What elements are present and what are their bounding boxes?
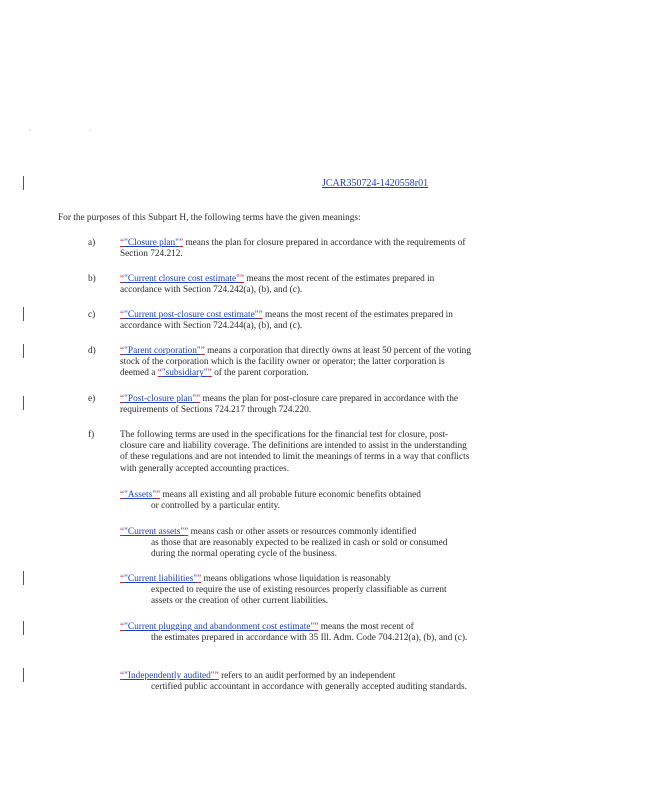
sub-definition-continuation: expected to require the use of existing resources properly classifiable as current assets or the creation of other current liabilities.	[151, 585, 447, 607]
open-quote: “	[120, 394, 125, 404]
definition-body: means obligations whose liquidation is reasonably	[201, 574, 391, 584]
defined-term: "Current closure cost estimate"	[124, 274, 240, 284]
document-id-link[interactable]: JCAR350724-1420558r01	[322, 178, 429, 189]
sub-definition-first-line	[120, 490, 470, 501]
item-label: b)	[88, 274, 96, 284]
open-quote: “	[120, 574, 125, 584]
sub-definition-continuation: or controlled by a particular entity.	[151, 501, 280, 512]
definition-body: means cash or other assets or resources commonly identified	[188, 527, 417, 537]
open-quote: “	[120, 346, 125, 356]
item-label: f)	[88, 430, 95, 440]
defined-term: "Parent corporation"	[124, 346, 201, 356]
change-bar	[23, 396, 24, 410]
open-quote: “	[120, 490, 125, 500]
definition-text: The following terms are used in the specifications for the financial test for closure, post-closure care and liability coverage. The definitions are intended to assist in the understanding of these regulations and are not intended to limit the meanings of terms in a way that conflicts with generally accepted accounting practices.	[120, 430, 470, 474]
margin-dots: · ·	[28, 126, 120, 135]
definition-text	[120, 346, 472, 380]
close-quote: ”	[156, 490, 161, 500]
defined-term: "Post-closure plan"	[124, 394, 197, 404]
sub-definition-first-line	[120, 671, 470, 682]
close-quote: ”	[184, 527, 189, 537]
sub-definition	[120, 490, 470, 512]
defined-term: "Independently audited"	[124, 671, 215, 681]
close-quote: ”	[197, 574, 202, 584]
sub-definition	[120, 527, 470, 561]
sub-definition-continuation: the estimates prepared in accordance with 35 Ill. Adm. Code 704.212(a), (b), and (c).	[151, 633, 468, 644]
defined-term: "Closure plan"	[124, 238, 179, 248]
close-quote: ”	[314, 622, 319, 632]
definition-body: means the most recent of the estimates prepared in accordance with Section 724.244(a), (b), and (c).	[120, 310, 453, 332]
sub-definition-first-line	[120, 527, 470, 538]
definition-text	[120, 394, 472, 416]
sub-definition	[120, 671, 470, 693]
definition-text	[120, 238, 472, 260]
change-bar	[23, 668, 24, 682]
change-bar	[23, 621, 24, 635]
open-quote: “	[120, 310, 125, 320]
open-quote: “	[120, 622, 125, 632]
defined-term: "subsidiary"	[161, 368, 208, 379]
open-quote: “	[120, 238, 125, 248]
definition-text	[120, 274, 472, 296]
intro-paragraph: For the purposes of this Subpart H, the following terms have the given meanings:	[58, 213, 361, 223]
defined-term: "Current liabilities"	[124, 574, 198, 584]
sub-definition-first-line	[120, 622, 470, 633]
sub-definition-continuation: certified public accountant in accordance with generally accepted auditing standards.	[151, 682, 467, 693]
definition-body: means the most recent of	[318, 622, 414, 632]
change-bar	[23, 307, 24, 321]
close-quote: ”	[200, 346, 205, 356]
close-quote: ”	[207, 368, 212, 379]
close-quote: ”	[258, 310, 263, 320]
definition-body: of the parent corporation.	[211, 368, 309, 379]
change-bar	[23, 344, 24, 358]
change-bar	[23, 176, 24, 190]
open-quote: “	[120, 274, 125, 284]
definition-body: means a corporation that directly owns at least 50 percent of the voting stock of the corporation which is the facility owner or operator; the latter corporation is deemed a	[120, 346, 471, 379]
close-quote: ”	[178, 238, 184, 248]
item-label: a)	[88, 238, 96, 248]
sub-definition-continuation: as those that are reasonably expected to be realized in cash or sold or consumed during the normal operating cycle of the business.	[151, 538, 448, 560]
definition-body: means the plan for closure prepared in accordance with the requirements of Section 724.212.	[120, 238, 466, 260]
sub-definition	[120, 574, 470, 608]
open-quote: “	[120, 527, 125, 537]
defined-term: "Current plugging and abandonment cost estimate"	[124, 622, 315, 632]
sub-definition	[120, 622, 470, 644]
close-quote: ”	[239, 274, 245, 284]
defined-term: "Assets"	[124, 490, 157, 500]
change-bar	[23, 571, 24, 585]
item-label: d)	[88, 346, 96, 356]
definition-body: refers to an audit performed by an independent	[218, 671, 396, 681]
defined-term: "Current post-closure cost estimate"	[124, 310, 259, 320]
close-quote: ”	[214, 671, 219, 681]
open-quote: “	[157, 368, 162, 379]
definition-body: means all existing and all probable future economic benefits obtained	[160, 490, 421, 500]
open-quote: “	[120, 671, 125, 681]
item-label: c)	[88, 310, 96, 320]
item-label: e)	[88, 394, 96, 404]
definition-body: means the plan for post-closure care prepared in accordance with the requirements of Sections 724.217 through 724.220.	[120, 394, 459, 416]
sub-definition-first-line	[120, 574, 470, 585]
definition-body: means the most recent of the estimates prepared in accordance with Section 724.242(a), (b), and (c).	[120, 274, 435, 296]
defined-term: "Current assets"	[124, 527, 185, 537]
close-quote: ”	[196, 394, 201, 404]
definition-text	[120, 310, 472, 332]
